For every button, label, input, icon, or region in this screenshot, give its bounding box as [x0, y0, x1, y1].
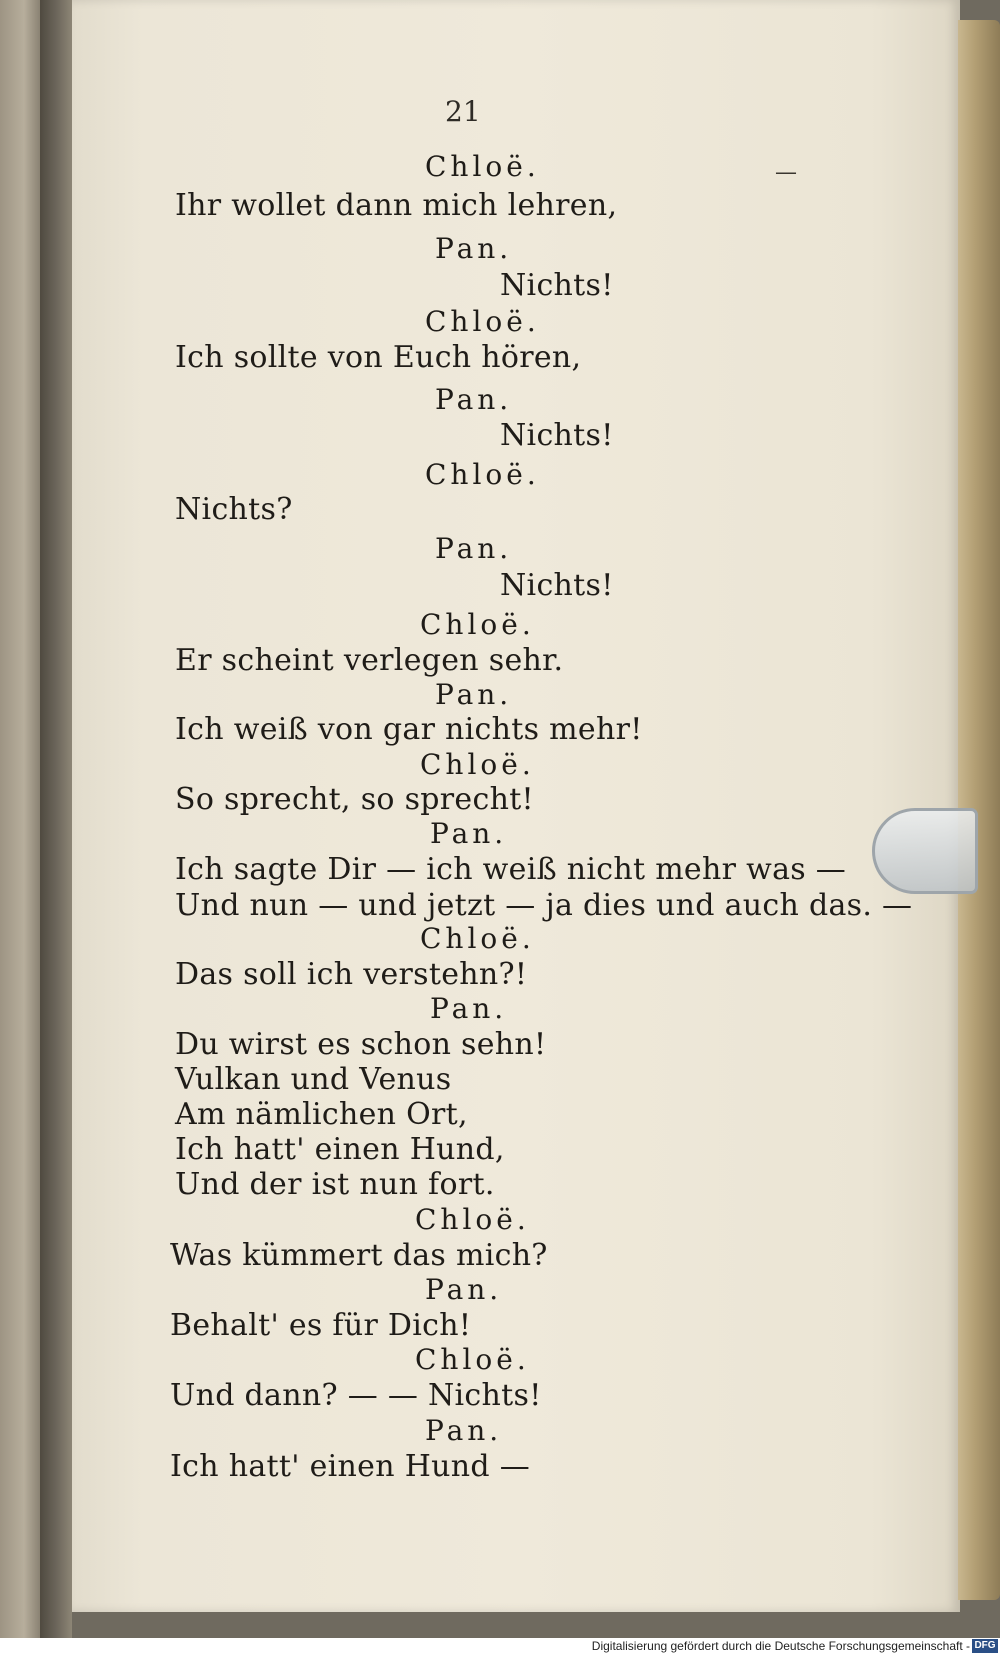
speaker-name: Pan.	[435, 232, 513, 265]
verse-line: So sprecht, so sprecht!	[175, 782, 534, 817]
speaker-name: Chloë.	[425, 458, 540, 491]
speaker-name: Chloë.	[425, 150, 540, 183]
speaker-name: Pan.	[435, 532, 513, 565]
verse-line: Vulkan und Venus	[175, 1062, 452, 1097]
verse-line: Du wirst es schon sehn!	[175, 1027, 547, 1062]
digitization-footer	[0, 1638, 1000, 1655]
page-number: 21	[445, 95, 481, 128]
verse-line: Behalt' es für Dich!	[170, 1308, 472, 1343]
verse-line: Ich hatt' einen Hund —	[170, 1449, 531, 1484]
speaker-name: Pan.	[430, 992, 508, 1025]
verse-line: Ich sagte Dir — ich weiß nicht mehr was —	[175, 852, 847, 887]
verse-line: Und nun — und jetzt — ja dies und auch das. —	[175, 888, 913, 923]
speaker-name: Chloë.	[420, 922, 535, 955]
verse-line: Ich sollte von Euch hören,	[175, 340, 582, 375]
verse-line: Nichts!	[500, 418, 614, 453]
page-clip-holder	[872, 808, 978, 894]
speaker-name: Chloë.	[420, 748, 535, 781]
margin-dash: —	[775, 160, 797, 185]
funding-credit: Digitalisierung gefördert durch die Deutsche Forschungsgemeinschaft -	[591, 1639, 970, 1653]
speaker-name: Chloë.	[415, 1343, 530, 1376]
verse-line: Ich hatt' einen Hund,	[175, 1132, 505, 1167]
verse-line: Nichts!	[500, 568, 614, 603]
speaker-name: Chloë.	[425, 305, 540, 338]
verse-line: Nichts!	[500, 268, 614, 303]
verse-line: Ich weiß von gar nichts mehr!	[175, 712, 643, 747]
speaker-name: Pan.	[435, 678, 513, 711]
speaker-name: Pan.	[430, 817, 508, 850]
speaker-name: Chloë.	[420, 608, 535, 641]
verse-line: Was kümmert das mich?	[170, 1238, 548, 1273]
speaker-name: Pan.	[425, 1273, 503, 1306]
verse-line: Und der ist nun fort.	[175, 1167, 495, 1202]
verse-line: Ihr wollet dann mich lehren,	[175, 188, 618, 223]
dfg-logo: DFG	[972, 1639, 998, 1653]
speaker-name: Pan.	[435, 383, 513, 416]
verse-line: Am nämlichen Ort,	[175, 1097, 468, 1132]
book-gutter	[40, 0, 72, 1638]
verse-line: Er scheint verlegen sehr.	[175, 643, 564, 678]
verse-line: Und dann? — — Nichts!	[170, 1378, 542, 1413]
speaker-name: Pan.	[425, 1414, 503, 1447]
verse-line: Das soll ich verstehn?!	[175, 957, 528, 992]
speaker-name: Chloë.	[415, 1203, 530, 1236]
verse-line: Nichts?	[175, 492, 293, 527]
left-page-edge	[0, 0, 40, 1638]
